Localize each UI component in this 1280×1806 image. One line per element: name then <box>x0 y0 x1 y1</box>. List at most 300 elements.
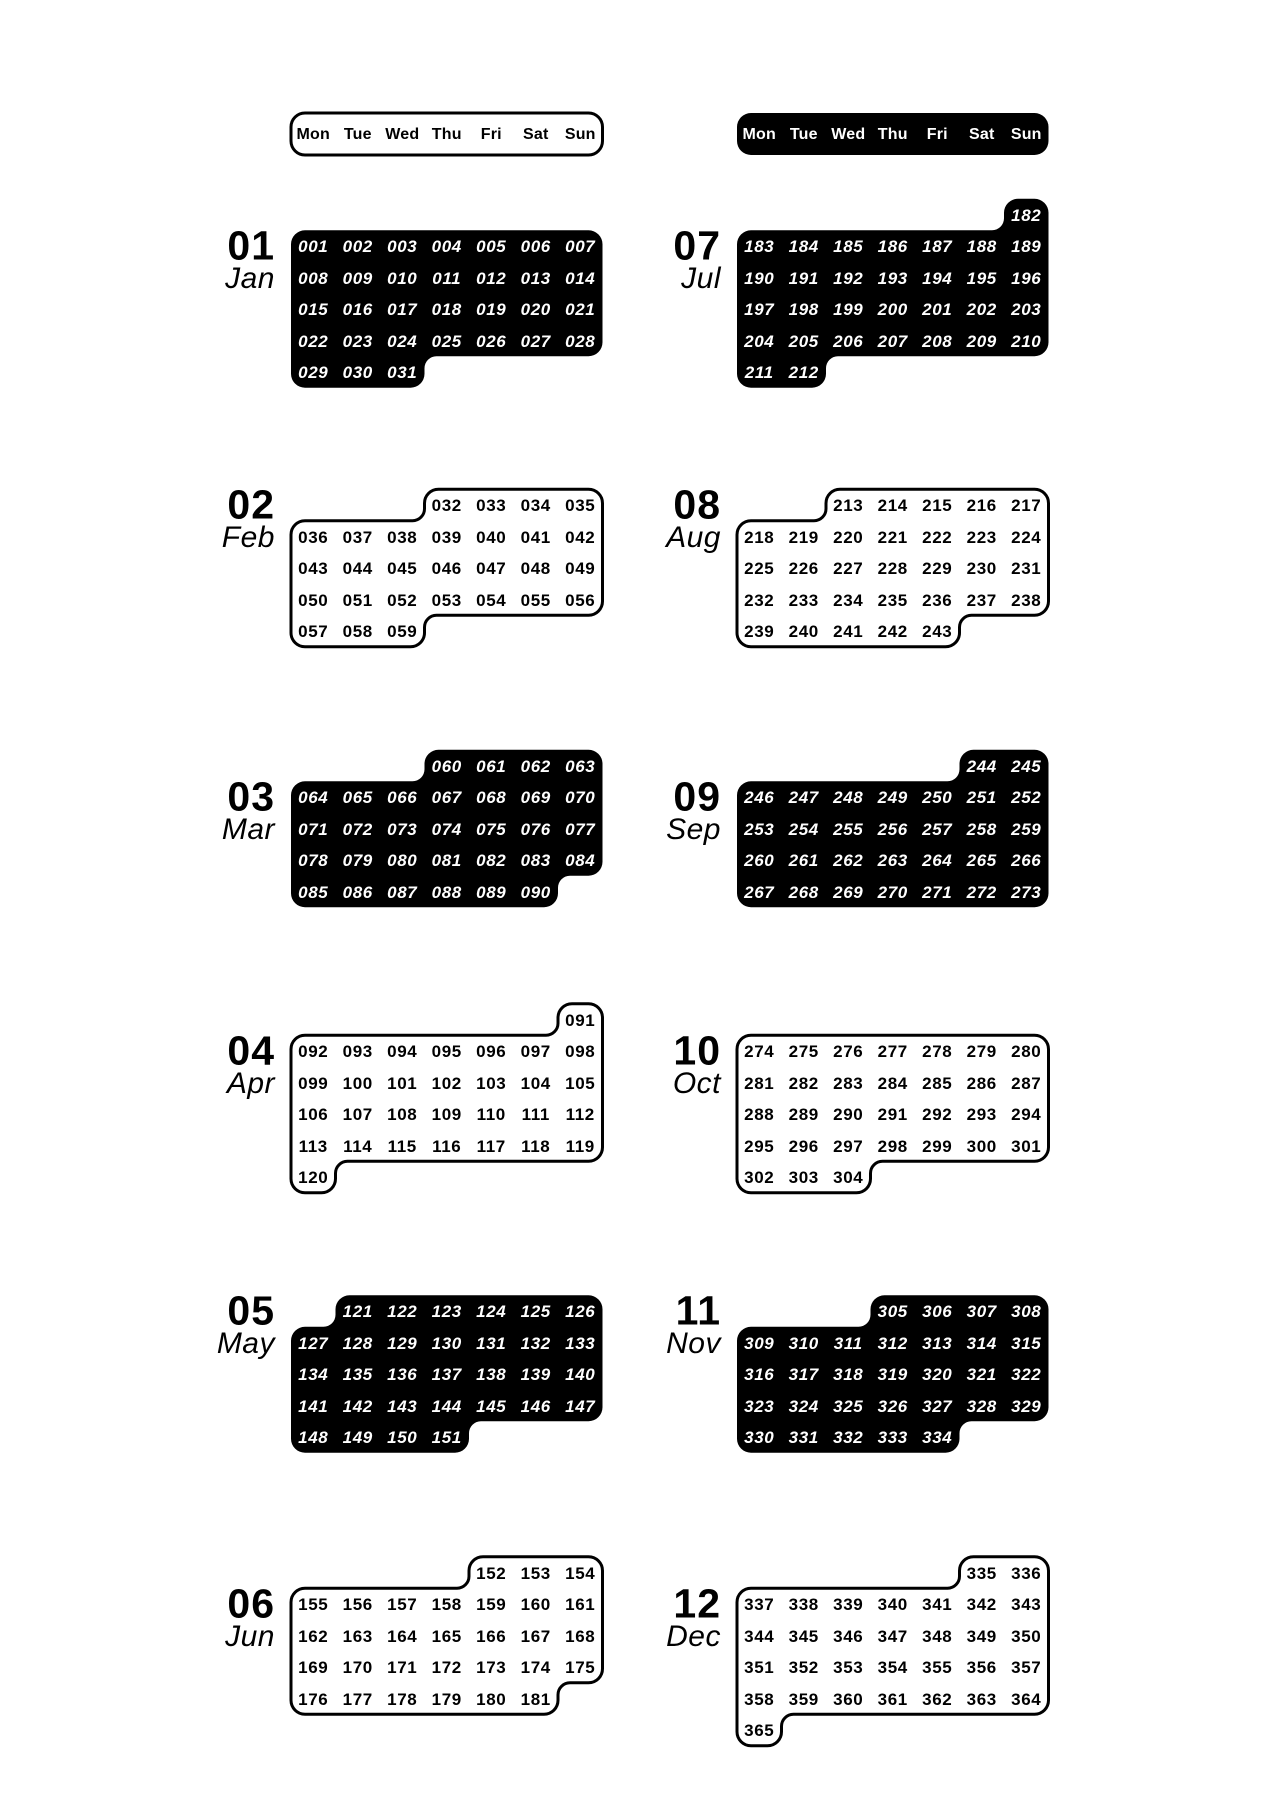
day-cell: 224 <box>1011 527 1042 547</box>
day-cell: 196 <box>1011 268 1042 288</box>
day-cell: 243 <box>922 622 953 641</box>
day-cell: 326 <box>877 1396 908 1416</box>
day-cell: 260 <box>744 851 775 870</box>
day-cell: 014 <box>565 268 596 288</box>
day-cell: 171 <box>387 1658 418 1677</box>
day-cell: 279 <box>966 1042 997 1061</box>
day-cell: 055 <box>520 590 551 610</box>
day-cell: 122 <box>387 1302 418 1321</box>
day-cell: 357 <box>1011 1658 1042 1677</box>
day-cell: 223 <box>966 527 997 547</box>
day-cell: 338 <box>788 1595 819 1614</box>
month-name-dec: Dec <box>666 1619 721 1653</box>
day-cell: 281 <box>744 1073 775 1093</box>
day-cell: 066 <box>387 788 418 807</box>
day-cell: 113 <box>298 1136 328 1156</box>
day-cell: 135 <box>342 1365 373 1384</box>
day-cell: 352 <box>788 1658 819 1677</box>
day-cell: 176 <box>298 1689 329 1709</box>
day-cell: 018 <box>431 300 462 319</box>
day-cell: 199 <box>833 300 864 319</box>
day-cell: 005 <box>476 237 507 256</box>
day-cell: 195 <box>966 268 997 288</box>
day-cell: 071 <box>298 819 329 839</box>
day-cell: 237 <box>966 590 997 610</box>
day-cell: 116 <box>432 1136 462 1156</box>
day-cell: 040 <box>476 527 507 547</box>
day-cell: 058 <box>342 622 373 641</box>
day-cell: 295 <box>744 1136 775 1156</box>
day-cell: 351 <box>744 1658 775 1677</box>
day-cell: 150 <box>387 1428 418 1447</box>
day-cell: 292 <box>922 1105 953 1124</box>
day-cell: 030 <box>342 363 373 382</box>
day-cell: 363 <box>966 1689 997 1709</box>
day-cell: 110 <box>476 1105 506 1124</box>
day-cell: 179 <box>431 1689 462 1709</box>
day-cell: 109 <box>431 1105 462 1124</box>
day-cell: 169 <box>298 1658 329 1677</box>
day-cell: 205 <box>788 331 819 351</box>
day-cell: 160 <box>520 1595 551 1614</box>
day-cell: 064 <box>298 788 329 807</box>
day-cell: 063 <box>565 756 596 776</box>
day-cell: 339 <box>833 1595 864 1614</box>
day-cell: 302 <box>744 1168 775 1187</box>
day-cell: 334 <box>922 1428 953 1447</box>
day-cell: 238 <box>1011 590 1042 610</box>
weekday-label: Mon <box>296 126 330 143</box>
day-cell: 065 <box>342 788 373 807</box>
day-cell: 141 <box>298 1396 329 1416</box>
day-cell: 143 <box>387 1396 418 1416</box>
day-cell: 213 <box>833 496 864 515</box>
day-cell: 344 <box>744 1626 775 1646</box>
day-cell: 031 <box>387 363 418 382</box>
day-cell: 044 <box>342 559 373 578</box>
day-cell: 089 <box>476 882 507 902</box>
day-cell: 229 <box>922 559 953 578</box>
day-cell: 221 <box>877 527 908 547</box>
day-cell: 193 <box>877 268 908 288</box>
day-cell: 211 <box>744 363 774 382</box>
day-cell: 138 <box>476 1365 507 1384</box>
day-cell: 103 <box>476 1073 507 1093</box>
day-cell: 233 <box>788 590 819 610</box>
month-name-mar: Mar <box>221 812 275 846</box>
day-cell: 107 <box>342 1105 373 1124</box>
day-cell: 087 <box>387 882 418 902</box>
day-cell: 099 <box>298 1073 329 1093</box>
day-cell: 212 <box>788 363 819 382</box>
day-cell: 010 <box>387 268 418 288</box>
weekday-label: Tue <box>343 126 372 143</box>
day-cell: 332 <box>833 1428 864 1447</box>
day-cell: 052 <box>387 590 418 610</box>
day-cell: 183 <box>744 237 775 256</box>
day-cell: 263 <box>877 851 908 870</box>
day-cell: 272 <box>966 882 997 902</box>
day-cell: 287 <box>1011 1073 1042 1093</box>
day-cell: 100 <box>342 1073 373 1093</box>
day-cell: 289 <box>788 1105 819 1124</box>
day-cell: 048 <box>520 559 551 578</box>
day-cell: 092 <box>298 1042 329 1061</box>
day-cell: 027 <box>520 331 551 351</box>
day-cell: 220 <box>833 527 864 547</box>
day-cell: 253 <box>744 819 775 839</box>
day-cell: 038 <box>387 527 418 547</box>
day-cell: 208 <box>922 331 953 351</box>
day-cell: 062 <box>520 756 551 776</box>
day-cell: 265 <box>966 851 997 870</box>
day-cell: 323 <box>744 1396 775 1416</box>
day-cell: 198 <box>788 300 819 319</box>
day-cell: 192 <box>833 268 864 288</box>
day-cell: 256 <box>877 819 908 839</box>
day-cell: 231 <box>1011 559 1042 578</box>
day-cell: 090 <box>520 882 551 902</box>
day-cell: 335 <box>966 1563 997 1583</box>
day-cell: 278 <box>922 1042 953 1061</box>
day-cell: 167 <box>520 1626 551 1646</box>
day-cell: 244 <box>966 756 997 776</box>
day-cell: 184 <box>788 237 819 256</box>
day-cell: 201 <box>922 300 953 319</box>
day-cell: 319 <box>877 1365 908 1384</box>
day-cell: 347 <box>877 1626 908 1646</box>
day-cell: 235 <box>877 590 908 610</box>
day-cell: 340 <box>877 1595 908 1614</box>
day-cell: 119 <box>565 1136 595 1156</box>
day-cell: 280 <box>1011 1042 1042 1061</box>
day-cell: 230 <box>966 559 997 578</box>
day-cell: 342 <box>966 1595 997 1614</box>
day-cell: 251 <box>966 788 997 807</box>
day-cell: 142 <box>342 1396 373 1416</box>
day-cell: 020 <box>520 300 551 319</box>
day-cell: 049 <box>565 559 596 578</box>
day-cell: 070 <box>565 788 596 807</box>
day-cell: 273 <box>1011 882 1042 902</box>
day-cell: 271 <box>922 882 953 902</box>
day-cell: 242 <box>877 622 908 641</box>
day-cell: 247 <box>788 788 819 807</box>
day-cell: 021 <box>565 300 596 319</box>
day-cell: 204 <box>744 331 775 351</box>
day-cell: 304 <box>833 1168 864 1187</box>
day-cell: 320 <box>922 1365 953 1384</box>
day-cell: 322 <box>1011 1365 1042 1384</box>
weekday-label: Sun <box>564 126 596 143</box>
day-cell: 341 <box>922 1595 953 1614</box>
day-cell: 358 <box>744 1689 775 1709</box>
day-cell: 356 <box>966 1658 997 1677</box>
weekday-label: Thu <box>877 126 908 143</box>
day-cell: 139 <box>520 1365 551 1384</box>
day-cell: 345 <box>788 1626 819 1646</box>
day-cell: 132 <box>520 1333 551 1353</box>
day-cell: 349 <box>966 1626 997 1646</box>
day-cell: 108 <box>387 1105 418 1124</box>
weekday-label: Fri <box>926 126 948 143</box>
day-cell: 178 <box>387 1689 418 1709</box>
day-cell: 001 <box>298 237 329 256</box>
day-cell: 259 <box>1011 819 1042 839</box>
day-cell: 187 <box>922 237 953 256</box>
weekday-label: Fri <box>480 126 502 143</box>
day-cell: 155 <box>298 1595 329 1614</box>
day-cell: 146 <box>520 1396 551 1416</box>
day-cell: 129 <box>387 1333 418 1353</box>
day-cell: 188 <box>966 237 997 256</box>
day-cell: 126 <box>565 1302 596 1321</box>
day-cell: 042 <box>565 527 596 547</box>
day-cell: 033 <box>476 496 507 515</box>
weekday-label: Tue <box>789 126 818 143</box>
day-cell: 268 <box>788 882 819 902</box>
day-cell: 257 <box>922 819 953 839</box>
day-cell: 026 <box>476 331 507 351</box>
day-cell: 329 <box>1011 1396 1042 1416</box>
day-cell: 091 <box>565 1010 596 1030</box>
day-cell: 161 <box>565 1595 596 1614</box>
day-cell: 180 <box>476 1689 507 1709</box>
day-cell: 277 <box>877 1042 908 1061</box>
day-cell: 248 <box>833 788 864 807</box>
day-cell: 336 <box>1011 1563 1042 1583</box>
day-cell: 191 <box>788 268 819 288</box>
day-cell: 166 <box>476 1626 507 1646</box>
day-cell: 202 <box>966 300 997 319</box>
day-cell: 325 <box>833 1396 864 1416</box>
day-cell: 311 <box>833 1333 863 1353</box>
day-cell: 140 <box>565 1365 596 1384</box>
day-cell: 303 <box>788 1168 819 1187</box>
day-cell: 343 <box>1011 1595 1042 1614</box>
day-cell: 283 <box>833 1073 864 1093</box>
month-name-sep: Sep <box>666 812 721 846</box>
month-name-may: May <box>216 1326 275 1360</box>
day-cell: 094 <box>387 1042 418 1061</box>
day-cell: 330 <box>744 1428 775 1447</box>
day-cell: 105 <box>565 1073 596 1093</box>
day-cell: 034 <box>520 496 551 515</box>
day-cell: 249 <box>877 788 908 807</box>
day-cell: 288 <box>744 1105 775 1124</box>
day-cell: 275 <box>788 1042 819 1061</box>
day-cell: 072 <box>342 819 373 839</box>
day-cell: 131 <box>476 1333 507 1353</box>
day-cell: 209 <box>966 331 997 351</box>
day-cell: 053 <box>431 590 462 610</box>
day-cell: 125 <box>520 1302 551 1321</box>
day-cell: 074 <box>431 819 462 839</box>
month-number-nov: 11 <box>675 1287 721 1334</box>
day-cell: 006 <box>520 237 551 256</box>
day-cell: 331 <box>788 1428 819 1447</box>
day-cell: 077 <box>565 819 596 839</box>
day-cell: 041 <box>520 527 551 547</box>
day-cell: 222 <box>922 527 953 547</box>
day-cell: 294 <box>1011 1105 1042 1124</box>
day-cell: 313 <box>922 1333 953 1353</box>
day-cell: 120 <box>298 1168 329 1187</box>
day-cell: 197 <box>744 300 775 319</box>
day-cell: 165 <box>431 1626 462 1646</box>
day-cell: 203 <box>1011 300 1042 319</box>
day-cell: 152 <box>476 1563 507 1583</box>
day-cell: 073 <box>387 819 418 839</box>
day-cell: 267 <box>744 882 775 902</box>
day-cell: 328 <box>966 1396 997 1416</box>
day-cell: 258 <box>966 819 997 839</box>
day-cell: 134 <box>298 1365 329 1384</box>
day-cell: 232 <box>744 590 775 610</box>
day-cell: 350 <box>1011 1626 1042 1646</box>
day-cell: 355 <box>922 1658 953 1677</box>
day-cell: 246 <box>744 788 775 807</box>
day-cell: 354 <box>877 1658 908 1677</box>
day-cell: 297 <box>833 1136 864 1156</box>
day-cell: 029 <box>298 363 329 382</box>
day-cell: 054 <box>476 590 507 610</box>
day-cell: 057 <box>298 622 329 641</box>
day-cell: 112 <box>565 1105 595 1124</box>
day-cell: 015 <box>298 300 329 319</box>
day-cell: 206 <box>833 331 864 351</box>
day-cell: 269 <box>833 882 864 902</box>
day-cell: 266 <box>1011 851 1042 870</box>
day-cell: 037 <box>342 527 373 547</box>
day-cell: 216 <box>966 496 997 515</box>
day-cell: 093 <box>342 1042 373 1061</box>
day-cell: 085 <box>298 882 329 902</box>
day-cell: 226 <box>788 559 819 578</box>
day-cell: 124 <box>476 1302 507 1321</box>
day-cell: 153 <box>520 1563 551 1583</box>
day-cell: 333 <box>877 1428 908 1447</box>
day-cell: 360 <box>833 1689 864 1709</box>
day-cell: 270 <box>877 882 908 902</box>
day-cell: 301 <box>1011 1136 1042 1156</box>
month-name-jun: Jun <box>225 1619 275 1653</box>
day-cell: 151 <box>431 1428 462 1447</box>
day-cell: 035 <box>565 496 596 515</box>
day-cell: 017 <box>387 300 418 319</box>
day-cell: 181 <box>520 1689 551 1709</box>
day-cell: 016 <box>342 300 373 319</box>
day-cell: 022 <box>298 331 329 351</box>
month-number-sep: 09 <box>673 773 721 820</box>
day-cell: 098 <box>565 1042 596 1061</box>
day-cell: 147 <box>565 1396 596 1416</box>
day-cell: 156 <box>342 1595 373 1614</box>
month-number-feb: 02 <box>227 481 275 528</box>
day-cell: 284 <box>877 1073 908 1093</box>
month-name-apr: Apr <box>226 1066 275 1100</box>
day-cell: 286 <box>966 1073 997 1093</box>
day-cell: 307 <box>966 1302 997 1321</box>
day-cell: 215 <box>922 496 953 515</box>
day-cell: 136 <box>387 1365 418 1384</box>
month-number-aug: 08 <box>673 481 721 528</box>
day-cell: 190 <box>744 268 775 288</box>
day-cell: 130 <box>431 1333 462 1353</box>
day-cell: 076 <box>520 819 551 839</box>
day-cell: 115 <box>387 1136 417 1156</box>
day-cell: 117 <box>476 1136 506 1156</box>
day-cell: 218 <box>744 527 775 547</box>
weekday-label: Sun <box>1010 126 1042 143</box>
day-cell: 306 <box>922 1302 953 1321</box>
day-cell: 002 <box>342 237 373 256</box>
day-cell: 011 <box>432 268 462 288</box>
day-cell: 227 <box>833 559 864 578</box>
day-cell: 012 <box>476 268 507 288</box>
day-cell: 148 <box>298 1428 329 1447</box>
day-cell: 118 <box>521 1136 551 1156</box>
day-cell: 174 <box>520 1658 551 1677</box>
month-number-jul: 07 <box>673 222 721 269</box>
day-cell: 067 <box>431 788 462 807</box>
day-cell: 123 <box>431 1302 462 1321</box>
day-cell: 046 <box>431 559 462 578</box>
day-cell: 261 <box>788 851 819 870</box>
day-cell: 106 <box>298 1105 329 1124</box>
month-number-jan: 01 <box>227 222 275 269</box>
day-cell: 316 <box>744 1365 775 1384</box>
day-cell: 023 <box>342 331 373 351</box>
weekday-label: Wed <box>385 126 420 143</box>
month-number-oct: 10 <box>673 1027 721 1074</box>
day-cell: 043 <box>298 559 329 578</box>
day-cell: 241 <box>833 622 864 641</box>
day-cell: 114 <box>343 1136 373 1156</box>
day-cell: 315 <box>1011 1333 1042 1353</box>
day-cell: 317 <box>788 1365 819 1384</box>
day-cell: 285 <box>922 1073 953 1093</box>
day-cell: 069 <box>520 788 551 807</box>
weekday-label: Sat <box>969 126 995 143</box>
day-cell: 239 <box>744 622 775 641</box>
day-cell: 084 <box>565 851 596 870</box>
day-cell: 250 <box>922 788 953 807</box>
day-cell: 061 <box>476 756 507 776</box>
month-number-apr: 04 <box>227 1027 275 1074</box>
month-name-jul: Jul <box>681 261 721 295</box>
weekday-label: Mon <box>742 126 776 143</box>
weekday-label: Sat <box>523 126 549 143</box>
day-cell: 008 <box>298 268 329 288</box>
day-cell: 080 <box>387 851 418 870</box>
day-cell: 210 <box>1011 331 1042 351</box>
day-cell: 186 <box>877 237 908 256</box>
day-cell: 324 <box>788 1396 819 1416</box>
day-cell: 290 <box>833 1105 864 1124</box>
day-cell: 127 <box>298 1333 329 1353</box>
day-cell: 312 <box>877 1333 908 1353</box>
day-cell: 003 <box>387 237 418 256</box>
day-cell: 177 <box>342 1689 373 1709</box>
day-cell: 075 <box>476 819 507 839</box>
day-cell: 346 <box>833 1626 864 1646</box>
day-cell: 217 <box>1011 496 1042 515</box>
day-cell: 060 <box>431 756 462 776</box>
month-number-jun: 06 <box>227 1580 275 1627</box>
day-cell: 207 <box>877 331 908 351</box>
day-cell: 298 <box>877 1136 908 1156</box>
